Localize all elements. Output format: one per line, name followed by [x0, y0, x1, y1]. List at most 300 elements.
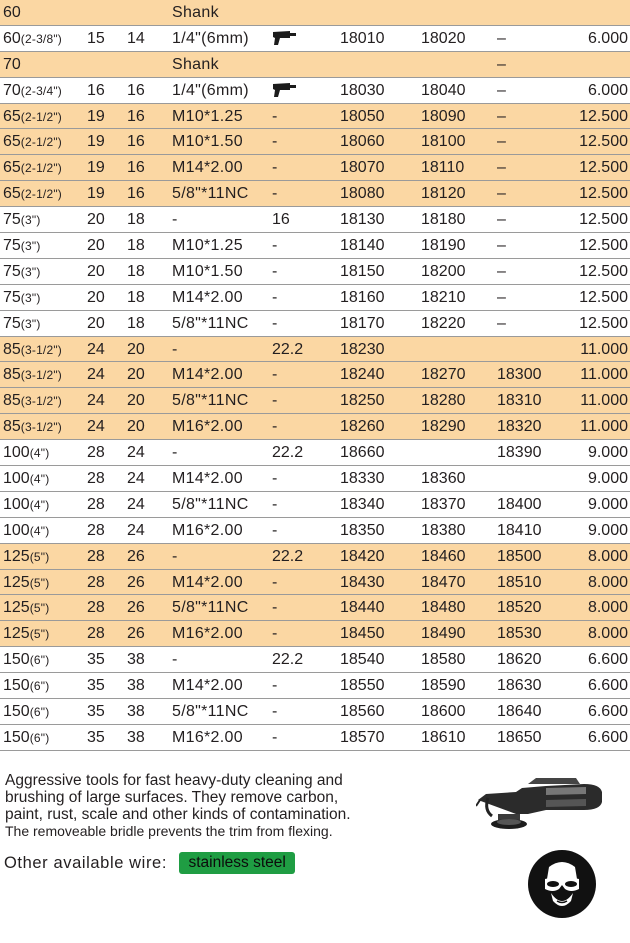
- cell-wire: 20: [127, 418, 145, 436]
- cell-wire: 38: [127, 677, 145, 695]
- cell-diameter: [3, 207, 41, 233]
- table-row: [0, 0, 630, 26]
- cell-diameter: [3, 544, 49, 570]
- cell-length: 35: [87, 703, 105, 721]
- diameter-inch: (3-1/2"): [20, 368, 63, 383]
- cell-value: 11.000: [580, 366, 628, 384]
- cell-code-c: 18620: [497, 651, 542, 669]
- diameter-mm: 150: [3, 703, 30, 721]
- cell-code-a: 18540: [340, 651, 385, 669]
- cell-bore: -: [272, 288, 278, 306]
- cell-thread: 1/4"(6mm): [172, 29, 249, 47]
- cell-thread: 5/8"*11NC: [172, 314, 249, 332]
- cell-bore: -: [272, 573, 278, 591]
- table-row: [0, 414, 630, 440]
- cell-bore: -: [272, 521, 278, 539]
- cell-code-c: 18400: [497, 495, 542, 513]
- diameter-mm: 65: [3, 185, 21, 203]
- cell-diameter: [3, 181, 62, 207]
- cell-value: 12.500: [579, 107, 628, 125]
- cell-code-a: 18440: [340, 599, 385, 617]
- table-row: [0, 78, 630, 104]
- cell-thread: 5/8"*11NC: [172, 185, 249, 203]
- cell-code-c: –: [497, 288, 506, 306]
- cell-thread: -: [172, 547, 178, 565]
- diameter-mm: 125: [3, 547, 30, 565]
- cell-length: 16: [87, 81, 105, 99]
- cell-value: 12.500: [579, 185, 628, 203]
- cell-code-b: 18490: [421, 625, 466, 643]
- cell-bore: -: [272, 495, 278, 513]
- drill-icon: [272, 30, 298, 46]
- cell-diameter: [3, 725, 49, 751]
- cell-thread: M10*1.50: [172, 262, 243, 280]
- cell-code-c: –: [497, 81, 506, 99]
- cell-length: 28: [87, 521, 105, 539]
- diameter-inch: (2-1/2"): [20, 109, 63, 124]
- safety-goggles-icon: [527, 849, 597, 919]
- cell-length: 28: [87, 599, 105, 617]
- cell-length: 20: [87, 237, 105, 255]
- cell-diameter: [3, 388, 62, 414]
- diameter-inch: (3"): [20, 239, 41, 254]
- cell-code-b: 18100: [421, 133, 466, 151]
- cell-wire: 26: [127, 547, 145, 565]
- table-row: [0, 207, 630, 233]
- diameter-inch: (2-1/2"): [20, 187, 63, 202]
- table-row: [0, 570, 630, 596]
- diameter-mm: 100: [3, 495, 30, 513]
- other-wire-row: [4, 851, 295, 875]
- diameter-mm: 60: [3, 4, 21, 21]
- table-row: [0, 699, 630, 725]
- cell-code-b: 18220: [421, 314, 466, 332]
- cell-value: 8.000: [587, 599, 628, 617]
- cell-code-a: 18230: [340, 340, 385, 358]
- cell-value: 12.500: [579, 159, 628, 177]
- cell-code-b: 18610: [421, 728, 466, 746]
- cell-value: 9.000: [587, 495, 628, 513]
- cell-wire: 16: [127, 81, 145, 99]
- cell-code-b: 18470: [421, 573, 466, 591]
- cell-length: 20: [87, 211, 105, 229]
- diameter-mm: 125: [3, 573, 30, 591]
- cell-bore: -: [272, 728, 278, 746]
- cell-code-a: 18350: [340, 521, 385, 539]
- cell-wire: 24: [127, 470, 145, 488]
- cell-code-a: 18080: [340, 185, 385, 203]
- cell-length: 24: [87, 392, 105, 410]
- cell-code-a: 18330: [340, 470, 385, 488]
- diameter-inch: (3"): [20, 264, 41, 279]
- table-row: [0, 725, 630, 751]
- table-row: [0, 259, 630, 285]
- cell-code-a: 18340: [340, 495, 385, 513]
- cell-code-a: 18570: [340, 728, 385, 746]
- table-row: [0, 26, 630, 52]
- cell-code-b: 18190: [421, 237, 466, 255]
- cell-diameter: [3, 518, 49, 544]
- cell-wire: 38: [127, 728, 145, 746]
- table-row: [0, 621, 630, 647]
- diameter-inch: (4"): [29, 523, 50, 538]
- cell-length: 19: [87, 159, 105, 177]
- cell-code-a: 18030: [340, 81, 385, 99]
- cell-value: 6.000: [587, 29, 628, 47]
- cell-thread: -: [172, 211, 178, 229]
- cell-diameter: [3, 78, 62, 104]
- cell-code-b: 18210: [421, 288, 466, 306]
- cell-thread: M16*2.00: [172, 521, 243, 539]
- diameter-mm: 70: [3, 55, 21, 73]
- cell-thread: 5/8"*11NC: [172, 599, 249, 617]
- cell-code-a: 18560: [340, 703, 385, 721]
- cell-bore: -: [272, 677, 278, 695]
- cell-wire: 18: [127, 314, 145, 332]
- cell-code-c: 18390: [497, 444, 542, 462]
- cell-wire: 24: [127, 521, 145, 539]
- cell-thread: Shank: [172, 4, 219, 21]
- cell-code-b: 18380: [421, 521, 466, 539]
- cell-length: 35: [87, 677, 105, 695]
- cell-bore: -: [272, 262, 278, 280]
- diameter-mm: 85: [3, 418, 21, 436]
- cell-wire: 20: [127, 392, 145, 410]
- diameter-mm: 100: [3, 444, 30, 462]
- cell-wire: 18: [127, 237, 145, 255]
- diameter-inch: (3"): [20, 316, 41, 331]
- cell-code-a: 18660: [340, 444, 385, 462]
- cell-code-b: 18090: [421, 107, 466, 125]
- cell-value: 6.600: [587, 703, 628, 721]
- cell-diameter: [3, 621, 49, 647]
- cell-wire: 18: [127, 211, 145, 229]
- cell-bore: -: [272, 366, 278, 384]
- cell-length: 20: [87, 262, 105, 280]
- cell-code-b: 18360: [421, 470, 466, 488]
- description-line: The removeable bridle prevents the trim from flexing.: [5, 823, 333, 839]
- diameter-mm: 75: [3, 211, 21, 229]
- cell-code-c: 18630: [497, 677, 542, 695]
- drill-icon: [272, 82, 298, 98]
- cell-value: 6.600: [587, 677, 628, 695]
- cell-code-c: 18300: [497, 366, 542, 384]
- cell-value: 12.500: [579, 133, 628, 151]
- cell-code-b: 18290: [421, 418, 466, 436]
- diameter-inch: (2-3/8"): [20, 31, 63, 46]
- cell-code-b: 18110: [421, 159, 465, 177]
- diameter-mm: 75: [3, 288, 21, 306]
- diameter-mm: 150: [3, 728, 30, 746]
- table-row: [0, 337, 630, 363]
- diameter-inch: (6"): [29, 679, 50, 694]
- diameter-mm: 150: [3, 651, 30, 669]
- table-row: [0, 311, 630, 337]
- cell-thread: M14*2.00: [172, 288, 243, 306]
- cell-code-a: 18240: [340, 366, 385, 384]
- diameter-inch: (4"): [29, 446, 50, 461]
- cell-length: 28: [87, 625, 105, 643]
- cell-code-b: 18480: [421, 599, 466, 617]
- cell-wire: 38: [127, 651, 145, 669]
- diameter-inch: (3-1/2"): [20, 342, 63, 357]
- cell-value: 11.000: [580, 418, 628, 436]
- cell-bore: 16: [272, 211, 290, 229]
- cell-length: 19: [87, 185, 105, 203]
- cell-thread: 5/8"*11NC: [172, 495, 249, 513]
- table-row: [0, 673, 630, 699]
- diameter-inch: (4"): [29, 472, 50, 487]
- cell-diameter: [3, 129, 62, 155]
- diameter-mm: 150: [3, 677, 30, 695]
- cell-wire: 38: [127, 703, 145, 721]
- cell-diameter: [3, 466, 49, 492]
- cell-bore: -: [272, 314, 278, 332]
- cell-thread: M14*2.00: [172, 366, 243, 384]
- cell-code-c: 18510: [497, 573, 542, 591]
- cell-code-b: 18020: [421, 29, 466, 47]
- description-line: brushing of large surfaces. They remove carbon,: [5, 789, 339, 806]
- cell-thread: Shank: [172, 55, 219, 73]
- cell-value: 9.000: [587, 521, 628, 539]
- cell-code-c: –: [497, 55, 506, 73]
- cell-code-b: 18200: [421, 262, 466, 280]
- cell-bore: -: [272, 599, 278, 617]
- cell-value: 8.000: [587, 573, 628, 591]
- cell-thread: M14*2.00: [172, 677, 243, 695]
- cell-code-a: 18130: [340, 211, 385, 229]
- cell-wire: 26: [127, 573, 145, 591]
- cell-code-c: –: [497, 211, 506, 229]
- diameter-inch: (3"): [20, 213, 41, 228]
- table-row: [0, 129, 630, 155]
- cell-diameter: [3, 362, 62, 388]
- diameter-mm: 75: [3, 237, 21, 255]
- cell-diameter: [3, 0, 21, 26]
- cell-code-c: 18320: [497, 418, 542, 436]
- cell-code-b: 18120: [421, 185, 466, 203]
- diameter-inch: (3"): [20, 290, 41, 305]
- cell-code-a: 18170: [340, 314, 385, 332]
- cell-length: 20: [87, 314, 105, 332]
- cell-thread: -: [172, 651, 178, 669]
- cell-length: 19: [87, 107, 105, 125]
- diameter-inch: (3-1/2"): [20, 420, 63, 435]
- cell-wire: 20: [127, 340, 145, 358]
- cell-wire: 16: [127, 133, 145, 151]
- description-line: paint, rust, scale and other kinds of contamination.: [5, 806, 351, 823]
- cell-value: 11.000: [580, 340, 628, 358]
- cell-thread: 1/4"(6mm): [172, 81, 249, 99]
- cell-code-c: 18310: [497, 392, 542, 410]
- cell-code-a: 18070: [340, 159, 385, 177]
- table-row: [0, 52, 630, 78]
- cell-diameter: [3, 155, 62, 181]
- diameter-inch: (5"): [29, 601, 50, 616]
- cell-value: 9.000: [587, 444, 628, 462]
- cell-code-a: 18050: [340, 107, 385, 125]
- diameter-inch: (2-1/2"): [20, 135, 63, 150]
- cell-code-a: 18450: [340, 625, 385, 643]
- stainless-steel-badge: stainless steel: [179, 852, 294, 874]
- cell-length: 19: [87, 133, 105, 151]
- cell-code-a: 18260: [340, 418, 385, 436]
- cell-length: 28: [87, 573, 105, 591]
- cell-diameter: [3, 440, 49, 466]
- cell-value: 8.000: [587, 625, 628, 643]
- diameter-inch: (2-3/4"): [20, 83, 63, 98]
- table-row: [0, 233, 630, 259]
- diameter-mm: 100: [3, 470, 30, 488]
- cell-code-b: 18180: [421, 211, 466, 229]
- cell-code-a: 18420: [340, 547, 385, 565]
- cell-code-b: 18580: [421, 651, 466, 669]
- table-row: [0, 181, 630, 207]
- cell-value: 9.000: [587, 470, 628, 488]
- diameter-mm: 85: [3, 392, 21, 410]
- table-row: [0, 155, 630, 181]
- diameter-mm: 65: [3, 133, 21, 151]
- cell-code-b: 18280: [421, 392, 466, 410]
- cell-code-c: –: [497, 29, 506, 47]
- cell-value: 6.000: [587, 81, 628, 99]
- cell-thread: -: [172, 340, 178, 358]
- cell-diameter: [3, 285, 41, 311]
- cell-code-a: 18160: [340, 288, 385, 306]
- cell-bore: -: [272, 625, 278, 643]
- cell-wire: 18: [127, 288, 145, 306]
- cell-code-c: –: [497, 107, 506, 125]
- cell-diameter: [3, 337, 62, 363]
- table-row: [0, 544, 630, 570]
- cell-bore: 22.2: [272, 340, 304, 358]
- cell-bore: 22.2: [272, 547, 304, 565]
- diameter-inch: (3-1/2"): [20, 394, 63, 409]
- cell-code-c: 18410: [497, 521, 542, 539]
- table-row: [0, 492, 630, 518]
- cell-length: 24: [87, 418, 105, 436]
- diameter-mm: 75: [3, 262, 21, 280]
- cell-value: 12.500: [579, 211, 628, 229]
- cell-thread: M16*2.00: [172, 728, 243, 746]
- cell-diameter: [3, 104, 62, 130]
- cell-diameter: [3, 570, 49, 596]
- cell-code-b: 18600: [421, 703, 466, 721]
- cell-thread: M16*2.00: [172, 625, 243, 643]
- cell-thread: M14*2.00: [172, 470, 243, 488]
- cell-code-c: 18500: [497, 547, 542, 565]
- diameter-mm: 100: [3, 521, 30, 539]
- table-row: [0, 518, 630, 544]
- cell-code-c: –: [497, 262, 506, 280]
- table-row: [0, 647, 630, 673]
- cell-bore: -: [272, 133, 278, 151]
- cell-diameter: [3, 673, 49, 699]
- cell-diameter: [3, 259, 41, 285]
- diameter-mm: 125: [3, 625, 30, 643]
- cell-diameter: [3, 26, 62, 52]
- cell-length: 24: [87, 340, 105, 358]
- cell-length: 28: [87, 495, 105, 513]
- cell-value: 12.500: [579, 314, 628, 332]
- cell-bore: -: [272, 185, 278, 203]
- table-row: [0, 388, 630, 414]
- cell-value: 6.600: [587, 651, 628, 669]
- cell-diameter: [3, 699, 49, 725]
- cell-code-c: –: [497, 237, 506, 255]
- cell-code-c: 18640: [497, 703, 542, 721]
- cell-value: 12.500: [579, 288, 628, 306]
- cell-wire: 16: [127, 107, 145, 125]
- cell-wire: 24: [127, 495, 145, 513]
- cell-code-b: 18460: [421, 547, 466, 565]
- cell-length: 28: [87, 547, 105, 565]
- diameter-inch: (6"): [29, 705, 50, 720]
- cell-wire: 18: [127, 262, 145, 280]
- cell-code-a: 18010: [340, 29, 385, 47]
- cell-bore: -: [272, 237, 278, 255]
- cell-diameter: [3, 233, 41, 259]
- cell-bore: -: [272, 107, 278, 125]
- diameter-mm: 85: [3, 366, 21, 384]
- cell-value: 6.600: [587, 728, 628, 746]
- table-row: [0, 595, 630, 621]
- cell-thread: M16*2.00: [172, 418, 243, 436]
- cell-diameter: [3, 52, 21, 78]
- table-row: [0, 285, 630, 311]
- cell-value: 12.500: [579, 237, 628, 255]
- cell-code-a: 18250: [340, 392, 385, 410]
- cell-diameter: [3, 414, 62, 440]
- cell-bore: -: [272, 470, 278, 488]
- diameter-inch: (5"): [29, 627, 50, 642]
- diameter-mm: 65: [3, 159, 21, 177]
- cell-bore: 22.2: [272, 651, 304, 669]
- diameter-mm: 85: [3, 340, 21, 358]
- diameter-inch: (4"): [29, 497, 50, 512]
- cell-code-b: 18270: [421, 366, 466, 384]
- cell-code-c: 18650: [497, 728, 542, 746]
- cell-code-c: –: [497, 185, 506, 203]
- cell-wire: 20: [127, 366, 145, 384]
- diameter-inch: (5"): [29, 575, 50, 590]
- cell-code-c: –: [497, 314, 506, 332]
- cell-wire: 26: [127, 625, 145, 643]
- description-line: Aggressive tools for fast heavy-duty cleaning and: [5, 772, 343, 789]
- table-row: [0, 362, 630, 388]
- cell-code-c: 18520: [497, 599, 542, 617]
- cell-code-b: 18040: [421, 81, 466, 99]
- cell-thread: -: [172, 444, 178, 462]
- cell-diameter: [3, 311, 41, 337]
- cell-code-a: 18430: [340, 573, 385, 591]
- cell-wire: 16: [127, 159, 145, 177]
- cell-thread: M10*1.50: [172, 133, 243, 151]
- cell-value: 8.000: [587, 547, 628, 565]
- diameter-mm: 70: [3, 81, 21, 99]
- angle-grinder-icon: [476, 770, 606, 830]
- cell-length: 28: [87, 444, 105, 462]
- diameter-inch: (5"): [29, 549, 50, 564]
- cell-length: 15: [87, 29, 105, 47]
- cell-code-c: –: [497, 133, 506, 151]
- cell-thread: M14*2.00: [172, 159, 243, 177]
- cell-length: 35: [87, 651, 105, 669]
- cell-code-a: 18060: [340, 133, 385, 151]
- cell-length: 28: [87, 470, 105, 488]
- cell-thread: M10*1.25: [172, 107, 243, 125]
- product-description: [5, 772, 425, 840]
